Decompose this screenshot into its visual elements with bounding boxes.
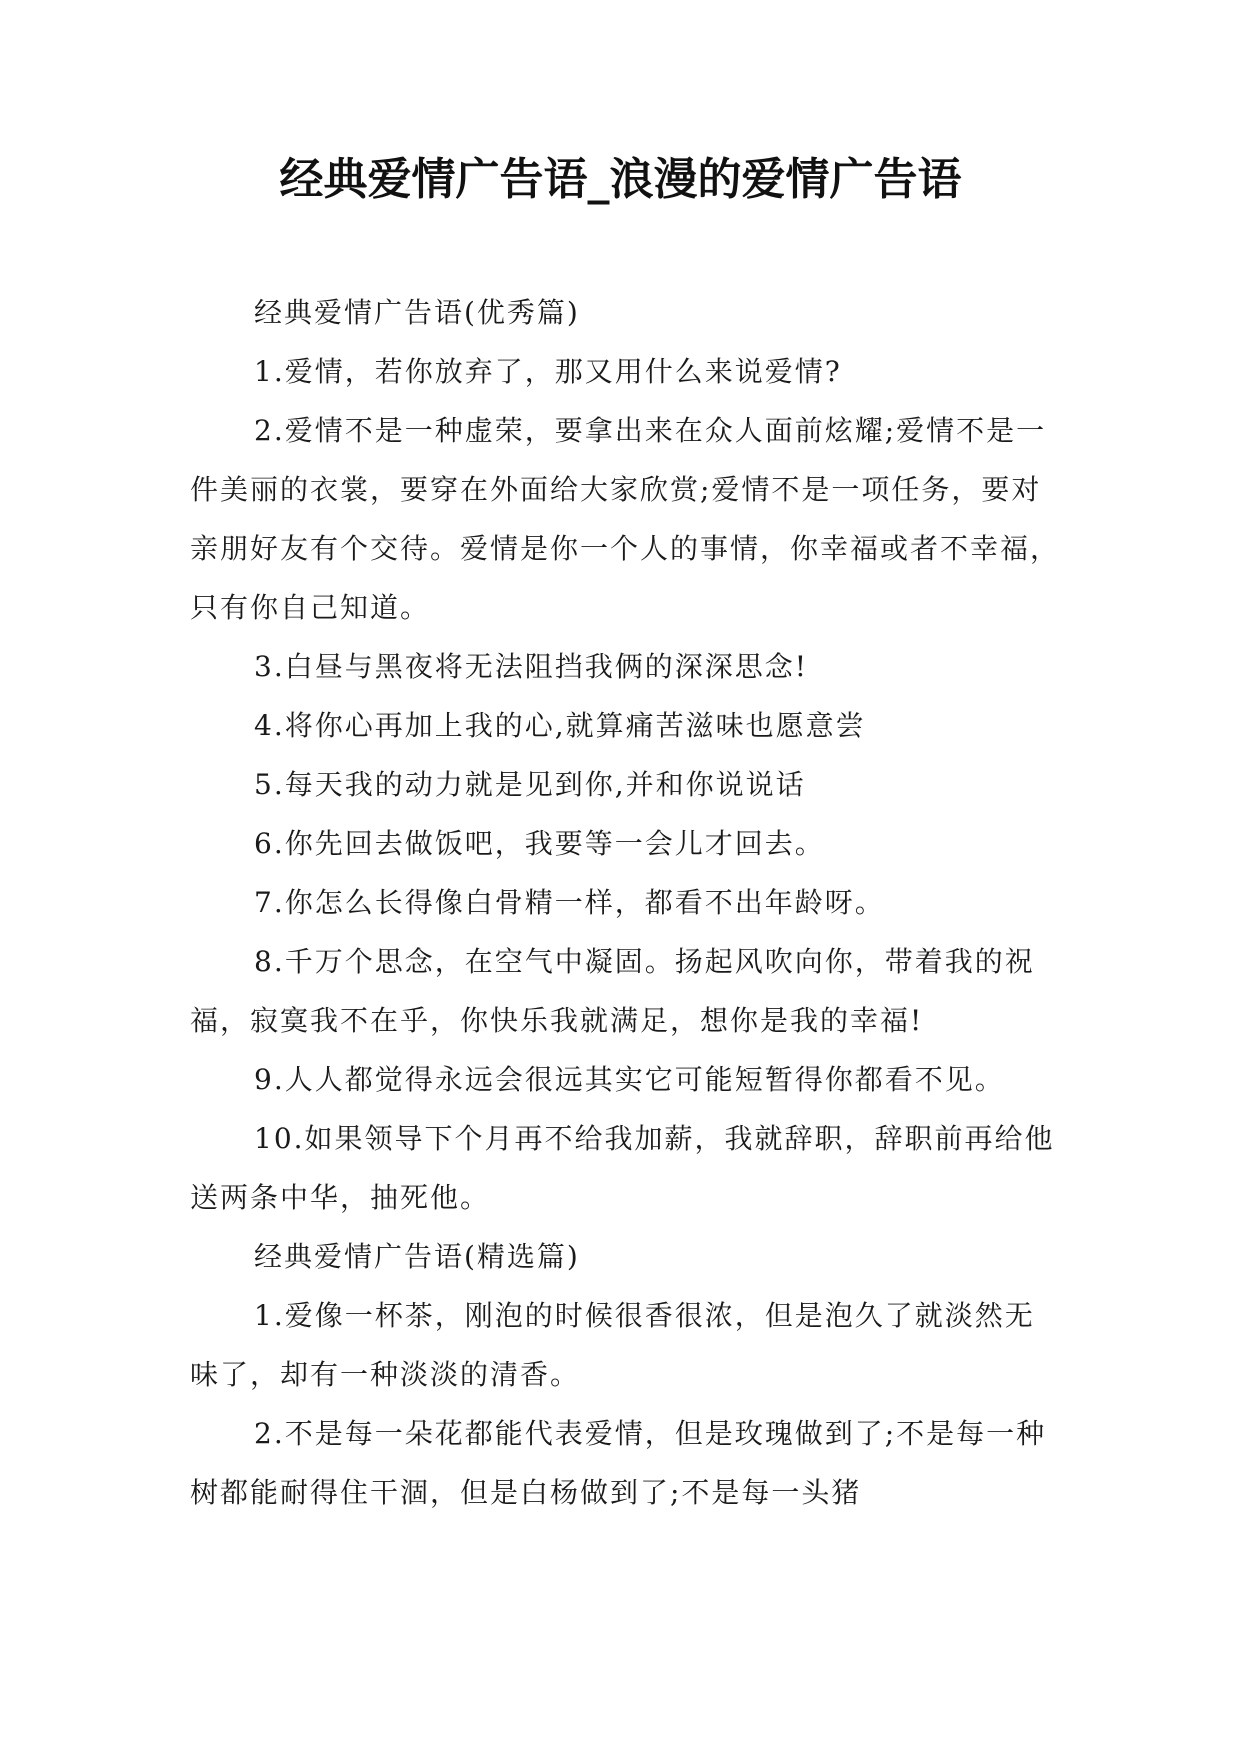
paragraph: 10.如果领导下个月再不给我加薪，我就辞职，辞职前再给他送两条中华，抽死他。	[190, 1122, 1055, 1214]
paragraph: 6.你先回去做饭吧，我要等一会儿才回去。	[254, 827, 825, 860]
paragraph: 7.你怎么长得像白骨精一样，都看不出年龄呀。	[254, 886, 885, 919]
paragraph: 2.不是每一朵花都能代表爱情，但是玫瑰做到了;不是每一种树都能耐得住干涸，但是白杨做到了;不是每一头猪	[190, 1417, 1047, 1509]
paragraph: 2.爱情不是一种虚荣，要拿出来在众人面前炫耀;爱情不是一件美丽的衣裳，要穿在外面给大家欣赏;爱情不是一项任务，要对亲朋好友有个交待。爱情是你一个人的事情，你幸福或者不幸福，只有你自己知道。	[190, 414, 1061, 624]
paragraph: 8.千万个思念，在空气中凝固。扬起风吹向你，带着我的祝福，寂寞我不在乎，你快乐我就满足，想你是我的幸福!	[190, 945, 1035, 1037]
paragraph: 1.爱情，若你放弃了，那又用什么来说爱情?	[254, 355, 842, 388]
section-heading: 经典爱情广告语(优秀篇)	[254, 296, 580, 329]
paragraph: 3.白昼与黑夜将无法阻挡我俩的深深思念!	[254, 650, 808, 683]
paragraph: 5.每天我的动力就是见到你,并和你说说话	[254, 768, 806, 801]
paragraph: 9.人人都觉得永远会很远其实它可能短暂得你都看不见。	[254, 1063, 1005, 1096]
paragraph: 4.将你心再加上我的心,就算痛苦滋味也愿意尝	[254, 709, 866, 742]
paragraph: 1.爱像一杯茶，刚泡的时候很香很浓，但是泡久了就淡然无味了，却有一种淡淡的清香。	[190, 1299, 1035, 1391]
document-body	[190, 283, 1060, 1522]
document-title: 经典爱情广告语_浪漫的爱情广告语	[279, 154, 962, 205]
section-heading: 经典爱情广告语(精选篇)	[254, 1240, 580, 1273]
